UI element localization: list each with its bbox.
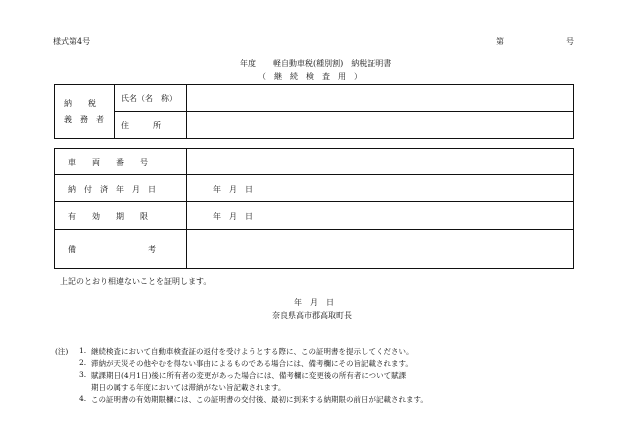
expiry-date-label: 有 効 期 限: [68, 212, 148, 221]
note-3-continuation-text: 期日の属する年度においては滞納がない旨記載されます。: [91, 383, 286, 392]
note-3-num: 3.: [79, 370, 87, 379]
number-label-prefix: 第: [496, 37, 504, 46]
title-year: 年度: [240, 59, 256, 68]
issuer-name: 奈良県高市郡高取町長: [272, 311, 352, 320]
remarks-field[interactable]: [192, 240, 567, 260]
vehicle-number-label: 車 両 番 号: [68, 158, 148, 167]
name-label: 氏名（名 称）: [121, 94, 177, 103]
document-subtitle: （ 継 続 検 査 用 ）: [258, 72, 362, 81]
taxpayer-label-line2: 義 務 者: [64, 115, 104, 124]
address-label: 住 所: [121, 121, 161, 130]
taxpayer-label-line1: 納 税: [64, 99, 96, 108]
expiry-date-field[interactable]: 年 月 日: [213, 212, 253, 221]
form-number: 様式第4号: [53, 37, 91, 46]
vehicle-number-field[interactable]: [192, 157, 567, 171]
note-2-num: 2.: [79, 358, 87, 367]
note-2-text: 滞納が天災その他やむを得ない事由によるものである場合には、備考欄にその旨記載されます。: [91, 359, 413, 368]
payment-date-label: 納 付 済 年 月 日: [68, 185, 156, 194]
remarks-label: 備 考: [68, 245, 156, 254]
notes-label: (注): [55, 347, 69, 356]
note-3-text: 賦課期日(4月1日)後に所有者の変更があった場合には、備考欄に変更後の所有者について賦課: [91, 371, 407, 380]
name-field[interactable]: [192, 93, 567, 107]
certification-statement: 上記のとおり相違ないことを証明します。: [60, 277, 212, 286]
certification-date: 年 月 日: [294, 298, 334, 307]
document-title: 軽自動車税(種別割) 納税証明書: [273, 59, 392, 68]
note-4-num: 4.: [79, 394, 87, 403]
address-field[interactable]: [192, 120, 567, 134]
payment-date-field[interactable]: 年 月 日: [213, 185, 253, 194]
note-1-text: 継続検査において自動車検査証の返付を受けようとする際に、この証明書を提示してください。: [91, 347, 414, 356]
note-1-num: 1.: [79, 346, 87, 355]
note-4-text: この証明書の有効期限欄には、この証明書の交付後、最初に到来する納期限の前日が記載されます。: [91, 395, 428, 404]
number-label-suffix: 号: [566, 37, 574, 46]
